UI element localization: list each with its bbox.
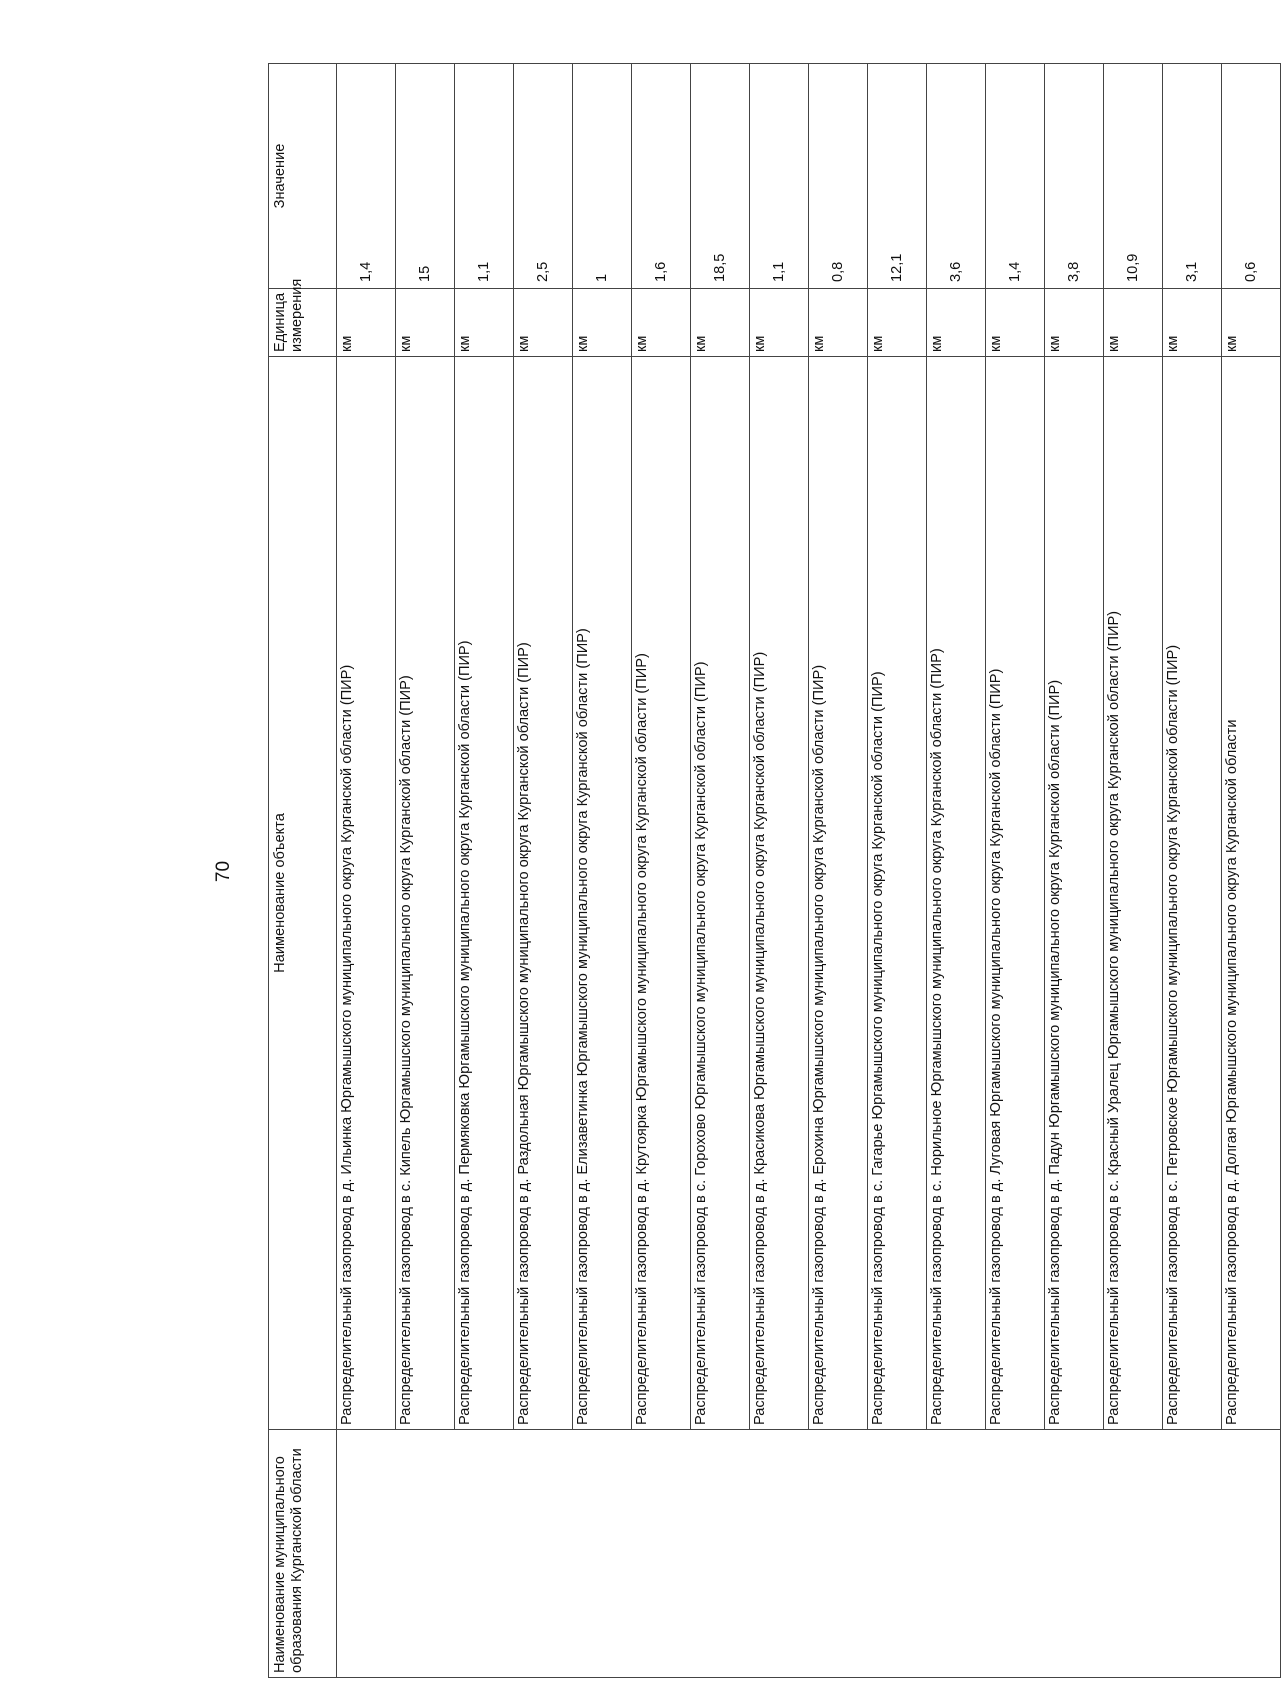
- unit-cell: км: [691, 289, 750, 357]
- table-row: [337, 64, 396, 1678]
- municipality-cell: [337, 1430, 1281, 1678]
- unit-cell: км: [750, 289, 809, 357]
- value-cell: 2,5: [514, 64, 573, 289]
- header-value: Значение: [269, 64, 337, 289]
- value-cell: 0,8: [809, 64, 868, 289]
- unit-cell: км: [514, 289, 573, 357]
- rotated-landscape-content: [188, 59, 1259, 1684]
- unit-cell: км: [1163, 289, 1222, 357]
- value-cell: 1,1: [750, 64, 809, 289]
- value-cell: 1,1: [455, 64, 514, 289]
- object-name-cell: Распределительный газопровод в с. Кипель Юргамышского муниципального округа Курганской области (ПИР): [396, 357, 455, 1430]
- object-name-cell: Распределительный газопровод в д. Раздольная Юргамышского муниципального округа Курганской области (ПИР): [514, 357, 573, 1430]
- value-cell: 12,1: [868, 64, 927, 289]
- object-name-cell: Распределительный газопровод в с. Петровское Юргамышского муниципального округа Курганской области (ПИР): [1163, 357, 1222, 1430]
- unit-cell: км: [455, 289, 514, 357]
- unit-cell: км: [927, 289, 986, 357]
- object-name-cell: Распределительный газопровод в с. Горохово Юргамышского муниципального округа Курганской области (ПИР): [691, 357, 750, 1430]
- page-number: 70: [213, 860, 234, 883]
- object-name-cell: Распределительный газопровод в с. Гагарье Юргамышского муниципального округа Курганской области (ПИР): [868, 357, 927, 1430]
- object-name-cell: Распределительный газопровод в д. Пермяковка Юргамышского муниципального округа Курганской области (ПИР): [455, 357, 514, 1430]
- unit-cell: км: [809, 289, 868, 357]
- object-name-cell: Распределительный газопровод в с. Норильное Юргамышского муниципального округа Курганской области (ПИР): [927, 357, 986, 1430]
- objects-table: [268, 63, 1281, 1678]
- object-name-cell: Распределительный газопровод в д. Крутоярка Юргамышского муниципального округа Курганской области (ПИР): [632, 357, 691, 1430]
- value-cell: 15: [396, 64, 455, 289]
- unit-cell: км: [632, 289, 691, 357]
- unit-cell: км: [986, 289, 1045, 357]
- value-cell: 1,4: [986, 64, 1045, 289]
- unit-cell: км: [1104, 289, 1163, 357]
- value-cell: 1: [573, 64, 632, 289]
- unit-cell: км: [1045, 289, 1104, 357]
- value-cell: 18,5: [691, 64, 750, 289]
- object-name-cell: Распределительный газопровод в д. Ильинка Юргамышского муниципального округа Курганской области (ПИР): [337, 357, 396, 1430]
- value-cell: 1,6: [632, 64, 691, 289]
- header-unit: Единица измерения: [269, 289, 337, 357]
- unit-cell: км: [868, 289, 927, 357]
- table-body: [337, 64, 1281, 1678]
- unit-cell: км: [396, 289, 455, 357]
- object-name-cell: Распределительный газопровод в д. Ерохина Юргамышского муниципального округа Курганской области (ПИР): [809, 357, 868, 1430]
- object-name-cell: Распределительный газопровод в с. Красный Уралец Юргамышского муниципального округа Курганской области (ПИР): [1104, 357, 1163, 1430]
- object-name-cell: Распределительный газопровод в д. Луговая Юргамышского муниципального округа Курганской области (ПИР): [986, 357, 1045, 1430]
- object-name-cell: Распределительный газопровод в д. Елизаветинка Юргамышского муниципального округа Курганской области (ПИР): [573, 357, 632, 1430]
- object-name-cell: Распределительный газопровод в д. Красикова Юргамышского муниципального округа Курганской области (ПИР): [750, 357, 809, 1430]
- unit-cell: км: [1222, 289, 1281, 357]
- header-object: Наименование объекта: [269, 357, 337, 1430]
- value-cell: 3,6: [927, 64, 986, 289]
- table-header-row: [269, 64, 337, 1678]
- object-name-cell: Распределительный газопровод в д. Долгая Юргамышского муниципального округа Курганской области: [1222, 357, 1281, 1430]
- object-name-cell: Распределительный газопровод в д. Падун Юргамышского муниципального округа Курганской области (ПИР): [1045, 357, 1104, 1430]
- header-municipality: Наименование муниципального образования Курганской области: [269, 1430, 337, 1678]
- value-cell: 1,4: [337, 64, 396, 289]
- unit-cell: км: [573, 289, 632, 357]
- value-cell: 3,8: [1045, 64, 1104, 289]
- value-cell: 0,6: [1222, 64, 1281, 289]
- unit-cell: км: [337, 289, 396, 357]
- value-cell: 10,9: [1104, 64, 1163, 289]
- value-cell: 3,1: [1163, 64, 1222, 289]
